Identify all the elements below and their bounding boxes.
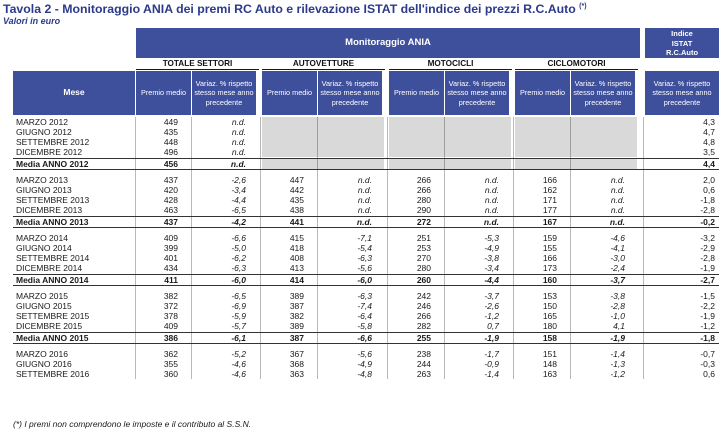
average-row xyxy=(13,217,719,227)
cell-variaz: -5,8 xyxy=(357,321,372,331)
cell-mese: SETTEMBRE 2016 xyxy=(16,369,90,379)
cell-variaz: n.d. xyxy=(231,127,246,137)
cell-variaz: -4,4 xyxy=(231,195,246,205)
cell-variaz: -3,8 xyxy=(610,291,625,301)
cell-premio: 162 xyxy=(542,185,557,195)
row-separator xyxy=(13,158,719,159)
col-header-variaz: Variaz. % rispetto stesso mese anno precedente xyxy=(192,71,256,115)
cell-variaz: -6,3 xyxy=(231,263,246,273)
cell-variaz: -3,8 xyxy=(484,253,499,263)
col-header-premio: Premio medio xyxy=(515,71,570,115)
average-row xyxy=(13,159,719,169)
cell-mese: Media ANNO 2015 xyxy=(16,333,89,343)
cell-premio: 414 xyxy=(289,275,304,285)
cell-variaz: -4,9 xyxy=(484,243,499,253)
cell-premio: 150 xyxy=(542,301,557,311)
cell-variaz: -4,2 xyxy=(231,217,246,227)
cell-variaz: n.d. xyxy=(484,205,499,215)
cell-variaz: n.d. xyxy=(484,195,499,205)
cell-mese: Media ANNO 2014 xyxy=(16,275,89,285)
cell-premio: 158 xyxy=(542,333,557,343)
empty-cell xyxy=(389,147,511,157)
cell-premio: 266 xyxy=(416,311,431,321)
cell-variaz: -6,0 xyxy=(357,275,372,285)
cell-variaz: 4,1 xyxy=(613,321,625,331)
table-row xyxy=(13,253,719,263)
column-divider xyxy=(570,117,571,379)
cell-premio: 238 xyxy=(416,349,431,359)
table-row xyxy=(13,117,719,127)
table-title xyxy=(3,2,587,16)
title-footnote-mark: (*) xyxy=(579,2,587,10)
cell-premio: 255 xyxy=(416,333,431,343)
cell-variaz: -6,0 xyxy=(231,275,246,285)
cell-premio: 463 xyxy=(163,205,178,215)
cell-premio: 378 xyxy=(163,311,178,321)
cell-premio: 409 xyxy=(163,233,178,243)
table-row xyxy=(13,175,719,185)
row-separator xyxy=(13,216,719,217)
cell-premio: 148 xyxy=(542,359,557,369)
cell-istat: 4,7 xyxy=(703,127,715,137)
cell-istat: -3,2 xyxy=(700,233,715,243)
cell-variaz: -4,8 xyxy=(357,369,372,379)
empty-cell xyxy=(515,147,637,157)
row-separator xyxy=(13,169,719,170)
cell-istat: -2,8 xyxy=(700,253,715,263)
cell-premio: 355 xyxy=(163,359,178,369)
cell-variaz: -6,6 xyxy=(357,333,372,343)
table-row xyxy=(13,359,719,369)
istat-header-line: Indice xyxy=(671,29,693,38)
cell-mese: MARZO 2012 xyxy=(16,117,68,127)
cell-variaz: -2,6 xyxy=(231,175,246,185)
cell-premio: 263 xyxy=(416,369,431,379)
cell-variaz: n.d. xyxy=(231,117,246,127)
cell-variaz: n.d. xyxy=(483,217,499,227)
table-row xyxy=(13,195,719,205)
row-separator xyxy=(13,332,719,333)
col-header-variaz: Variaz. % rispetto stesso mese anno precedente xyxy=(571,71,635,115)
cell-variaz: n.d. xyxy=(610,205,625,215)
cell-mese: MARZO 2015 xyxy=(16,291,68,301)
cell-mese: GIUGNO 2012 xyxy=(16,127,72,137)
col-header-variaz: Variaz. % rispetto stesso mese anno precedente xyxy=(445,71,509,115)
cell-variaz: -3,7 xyxy=(484,291,499,301)
table-row xyxy=(13,127,719,137)
cell-variaz: -5,3 xyxy=(484,233,499,243)
empty-cell xyxy=(262,147,384,157)
cell-istat: 0,6 xyxy=(703,369,715,379)
cell-premio: 441 xyxy=(289,217,304,227)
cell-variaz: -1,2 xyxy=(484,311,499,321)
col-header-istat: Variaz. % rispetto stesso mese anno precedente xyxy=(645,71,719,115)
cell-variaz: -0,9 xyxy=(484,359,499,369)
col-header-premio: Premio medio xyxy=(262,71,317,115)
cell-mese: SETTEMBRE 2014 xyxy=(16,253,90,263)
average-row xyxy=(13,333,719,343)
column-divider xyxy=(317,117,318,379)
row-separator xyxy=(13,274,719,275)
cell-variaz: -5,6 xyxy=(357,349,372,359)
cell-mese: SETTEMBRE 2015 xyxy=(16,311,90,321)
col-header-variaz: Variaz. % rispetto stesso mese anno precedente xyxy=(318,71,382,115)
cell-istat: -2,9 xyxy=(700,243,715,253)
cell-istat: -0,3 xyxy=(700,359,715,369)
cell-premio: 442 xyxy=(289,185,304,195)
cell-premio: 372 xyxy=(163,301,178,311)
cell-premio: 280 xyxy=(416,195,431,205)
cell-premio: 389 xyxy=(289,321,304,331)
cell-premio: 171 xyxy=(542,195,557,205)
table-row xyxy=(13,369,719,379)
cell-premio: 280 xyxy=(416,263,431,273)
cell-variaz: -4,4 xyxy=(484,275,499,285)
cell-premio: 272 xyxy=(416,217,431,227)
cell-variaz: -3,4 xyxy=(484,263,499,273)
cell-premio: 159 xyxy=(542,233,557,243)
group-underline xyxy=(515,69,638,70)
cell-premio: 253 xyxy=(416,243,431,253)
table-row xyxy=(13,205,719,215)
cell-premio: 177 xyxy=(542,205,557,215)
empty-cell xyxy=(515,159,637,169)
cell-mese: DICEMBRE 2012 xyxy=(16,147,83,157)
cell-istat: -2,8 xyxy=(700,205,715,215)
cell-premio: 448 xyxy=(163,137,178,147)
column-divider xyxy=(444,117,445,379)
cell-variaz: -2,4 xyxy=(610,263,625,273)
col-header-premio: Premio medio xyxy=(136,71,191,115)
table-row xyxy=(13,243,719,253)
table-row xyxy=(13,311,719,321)
column-divider xyxy=(191,117,192,379)
cell-premio: 367 xyxy=(289,349,304,359)
cell-premio: 435 xyxy=(289,195,304,205)
cell-premio: 387 xyxy=(289,301,304,311)
cell-istat: 3,5 xyxy=(703,147,715,157)
cell-variaz: -1,7 xyxy=(484,349,499,359)
cell-variaz: n.d. xyxy=(484,175,499,185)
cell-premio: 163 xyxy=(542,369,557,379)
row-separator xyxy=(13,285,719,286)
cell-premio: 399 xyxy=(163,243,178,253)
istat-header-line: R.C.Auto xyxy=(665,48,699,57)
cell-variaz: -4,6 xyxy=(231,369,246,379)
cell-variaz: n.d. xyxy=(231,147,246,157)
cell-variaz: n.d. xyxy=(356,217,372,227)
column-divider xyxy=(135,117,136,379)
cell-mese: DICEMBRE 2015 xyxy=(16,321,83,331)
cell-istat: 2,0 xyxy=(703,175,715,185)
group-header: AUTOVETTURE xyxy=(292,59,355,68)
cell-premio: 437 xyxy=(163,217,178,227)
cell-premio: 242 xyxy=(416,291,431,301)
cell-premio: 246 xyxy=(416,301,431,311)
cell-mese: Media ANNO 2013 xyxy=(16,217,89,227)
cell-istat: -0,2 xyxy=(700,217,715,227)
cell-mese: DICEMBRE 2014 xyxy=(16,263,83,273)
cell-variaz: -3,4 xyxy=(231,185,246,195)
cell-variaz: n.d. xyxy=(357,185,372,195)
row-separator xyxy=(13,227,719,228)
empty-cell xyxy=(262,117,384,127)
cell-premio: 411 xyxy=(164,275,178,285)
table-row xyxy=(13,233,719,243)
cell-premio: 173 xyxy=(542,263,557,273)
cell-istat: -1,9 xyxy=(700,263,715,273)
empty-cell xyxy=(515,137,637,147)
cell-premio: 409 xyxy=(163,321,178,331)
cell-mese: MARZO 2014 xyxy=(16,233,68,243)
cell-premio: 415 xyxy=(289,233,304,243)
cell-variaz: -6,5 xyxy=(231,291,246,301)
cell-premio: 420 xyxy=(163,185,178,195)
cell-premio: 435 xyxy=(163,127,178,137)
table-row xyxy=(13,321,719,331)
cell-premio: 166 xyxy=(542,253,557,263)
ania-header-label: Monitoraggio ANIA xyxy=(345,37,431,48)
cell-istat: -2,7 xyxy=(700,275,715,285)
istat-header-band xyxy=(645,28,719,58)
cell-variaz: -1,0 xyxy=(610,311,625,321)
cell-premio: 418 xyxy=(289,243,304,253)
cell-premio: 166 xyxy=(542,175,557,185)
cell-variaz: -6,3 xyxy=(357,291,372,301)
cell-istat: -1,8 xyxy=(700,333,715,343)
cell-premio: 282 xyxy=(416,321,431,331)
table-row xyxy=(13,147,719,157)
istat-header-line: ISTAT xyxy=(671,38,693,48)
cell-variaz: -1,9 xyxy=(610,333,625,343)
cell-mese: GIUGNO 2014 xyxy=(16,243,72,253)
cell-variaz: -3,7 xyxy=(610,275,625,285)
cell-premio: 251 xyxy=(416,233,431,243)
table-title-text: Tavola 2 - Monitoraggio ANIA dei premi RC Auto e rilevazione ISTAT dell'indice dei prezzi R.C.Auto xyxy=(3,2,576,16)
cell-variaz: n.d. xyxy=(610,175,625,185)
cell-variaz: -3,0 xyxy=(610,253,625,263)
cell-variaz: -7,4 xyxy=(357,301,372,311)
cell-istat: 4,3 xyxy=(703,117,715,127)
cell-mese: SETTEMBRE 2013 xyxy=(16,195,90,205)
cell-premio: 456 xyxy=(163,159,178,169)
group-underline xyxy=(136,69,259,70)
cell-mese: GIUGNO 2013 xyxy=(16,185,72,195)
group-header: CICLOMOTORI xyxy=(547,59,606,68)
cell-premio: 408 xyxy=(289,253,304,263)
group-underline xyxy=(389,69,512,70)
group-underline xyxy=(262,69,385,70)
cell-variaz: -1,9 xyxy=(484,333,499,343)
cell-premio: 270 xyxy=(416,253,431,263)
cell-variaz: -4,9 xyxy=(357,359,372,369)
cell-premio: 153 xyxy=(542,291,557,301)
cell-variaz: -1,4 xyxy=(610,349,625,359)
cell-variaz: n.d. xyxy=(610,185,625,195)
cell-variaz: -5,7 xyxy=(231,321,246,331)
average-row xyxy=(13,275,719,285)
cell-variaz: n.d. xyxy=(609,217,625,227)
column-divider xyxy=(260,117,261,379)
cell-premio: 155 xyxy=(542,243,557,253)
table-row xyxy=(13,301,719,311)
cell-variaz: n.d. xyxy=(357,195,372,205)
cell-variaz: -7,1 xyxy=(357,233,372,243)
cell-variaz: n.d. xyxy=(357,175,372,185)
cell-premio: 382 xyxy=(163,291,178,301)
cell-variaz: -4,6 xyxy=(231,359,246,369)
cell-variaz: -6,3 xyxy=(357,253,372,263)
col-header-premio: Premio medio xyxy=(389,71,444,115)
cell-istat: -1,2 xyxy=(700,321,715,331)
cell-premio: 362 xyxy=(163,349,178,359)
cell-premio: 401 xyxy=(163,253,178,263)
empty-cell xyxy=(515,127,637,137)
cell-premio: 260 xyxy=(416,275,431,285)
cell-variaz: -6,1 xyxy=(231,333,246,343)
cell-variaz: -5,0 xyxy=(231,243,246,253)
cell-premio: 449 xyxy=(163,117,178,127)
table-row xyxy=(13,349,719,359)
empty-cell xyxy=(389,159,511,169)
cell-premio: 368 xyxy=(289,359,304,369)
cell-variaz: n.d. xyxy=(484,185,499,195)
cell-variaz: -2,6 xyxy=(484,301,499,311)
cell-premio: 290 xyxy=(416,205,431,215)
cell-istat: -2,2 xyxy=(700,301,715,311)
cell-variaz: -5,2 xyxy=(231,349,246,359)
table-subtitle: Valori in euro xyxy=(3,16,61,26)
cell-variaz: -1,3 xyxy=(610,359,625,369)
cell-istat: -1,8 xyxy=(700,195,715,205)
cell-premio: 437 xyxy=(163,175,178,185)
cell-premio: 165 xyxy=(542,311,557,321)
table-row xyxy=(13,291,719,301)
cell-istat: -1,5 xyxy=(700,291,715,301)
cell-premio: 151 xyxy=(542,349,557,359)
cell-variaz: -1,4 xyxy=(484,369,499,379)
empty-cell xyxy=(389,127,511,137)
cell-premio: 496 xyxy=(163,147,178,157)
cell-mese: GIUGNO 2016 xyxy=(16,359,72,369)
cell-variaz: -5,4 xyxy=(357,243,372,253)
cell-premio: 386 xyxy=(163,333,178,343)
cell-premio: 160 xyxy=(542,275,557,285)
cell-variaz: n.d. xyxy=(231,137,246,147)
empty-cell xyxy=(389,137,511,147)
empty-cell xyxy=(262,137,384,147)
cell-premio: 244 xyxy=(416,359,431,369)
cell-premio: 413 xyxy=(289,263,304,273)
cell-variaz: n.d. xyxy=(357,205,372,215)
cell-istat: 4,8 xyxy=(703,137,715,147)
cell-mese: GIUGNO 2015 xyxy=(16,301,72,311)
cell-mese: Media ANNO 2012 xyxy=(16,159,89,169)
cell-istat: 0,6 xyxy=(703,185,715,195)
table-row xyxy=(13,137,719,147)
cell-variaz: -6,2 xyxy=(231,253,246,263)
cell-variaz: -6,5 xyxy=(231,205,246,215)
cell-istat: -1,9 xyxy=(700,311,715,321)
cell-premio: 180 xyxy=(542,321,557,331)
cell-variaz: -6,4 xyxy=(357,311,372,321)
column-divider xyxy=(387,117,388,379)
cell-variaz: 0,7 xyxy=(487,321,499,331)
cell-premio: 428 xyxy=(163,195,178,205)
cell-premio: 266 xyxy=(416,175,431,185)
cell-variaz: -6,6 xyxy=(231,233,246,243)
cell-variaz: -5,9 xyxy=(231,311,246,321)
cell-premio: 438 xyxy=(289,205,304,215)
column-divider xyxy=(643,117,644,379)
cell-variaz: -1,2 xyxy=(610,369,625,379)
cell-premio: 363 xyxy=(289,369,304,379)
cell-variaz: n.d. xyxy=(230,159,246,169)
cell-premio: 167 xyxy=(542,217,557,227)
col-header-mese: Mese xyxy=(13,71,135,115)
cell-premio: 387 xyxy=(289,333,304,343)
cell-variaz: -6,9 xyxy=(231,301,246,311)
row-separator xyxy=(13,343,719,344)
cell-variaz: -2,8 xyxy=(610,301,625,311)
cell-premio: 266 xyxy=(416,185,431,195)
cell-premio: 360 xyxy=(163,369,178,379)
cell-premio: 382 xyxy=(289,311,304,321)
empty-cell xyxy=(389,117,511,127)
cell-mese: DICEMBRE 2013 xyxy=(16,205,83,215)
cell-variaz: -4,6 xyxy=(610,233,625,243)
cell-istat: 4,4 xyxy=(703,159,715,169)
ania-header-band xyxy=(136,28,640,58)
group-header: MOTOCICLI xyxy=(427,59,474,68)
empty-cell xyxy=(262,127,384,137)
cell-mese: MARZO 2016 xyxy=(16,349,68,359)
cell-mese: SETTEMBRE 2012 xyxy=(16,137,90,147)
cell-istat: -0,7 xyxy=(700,349,715,359)
cell-premio: 389 xyxy=(289,291,304,301)
group-header: TOTALE SETTORI xyxy=(162,59,233,68)
footnote: (*) I premi non comprendono le imposte e il contributo al S.S.N. xyxy=(13,419,252,429)
cell-variaz: n.d. xyxy=(610,195,625,205)
table-row xyxy=(13,185,719,195)
column-divider xyxy=(513,117,514,379)
cell-variaz: -4,1 xyxy=(610,243,625,253)
cell-premio: 434 xyxy=(163,263,178,273)
table-row xyxy=(13,263,719,273)
cell-premio: 447 xyxy=(289,175,304,185)
empty-cell xyxy=(515,117,637,127)
cell-mese: MARZO 2013 xyxy=(16,175,68,185)
cell-variaz: -5,6 xyxy=(357,263,372,273)
empty-cell xyxy=(262,159,384,169)
